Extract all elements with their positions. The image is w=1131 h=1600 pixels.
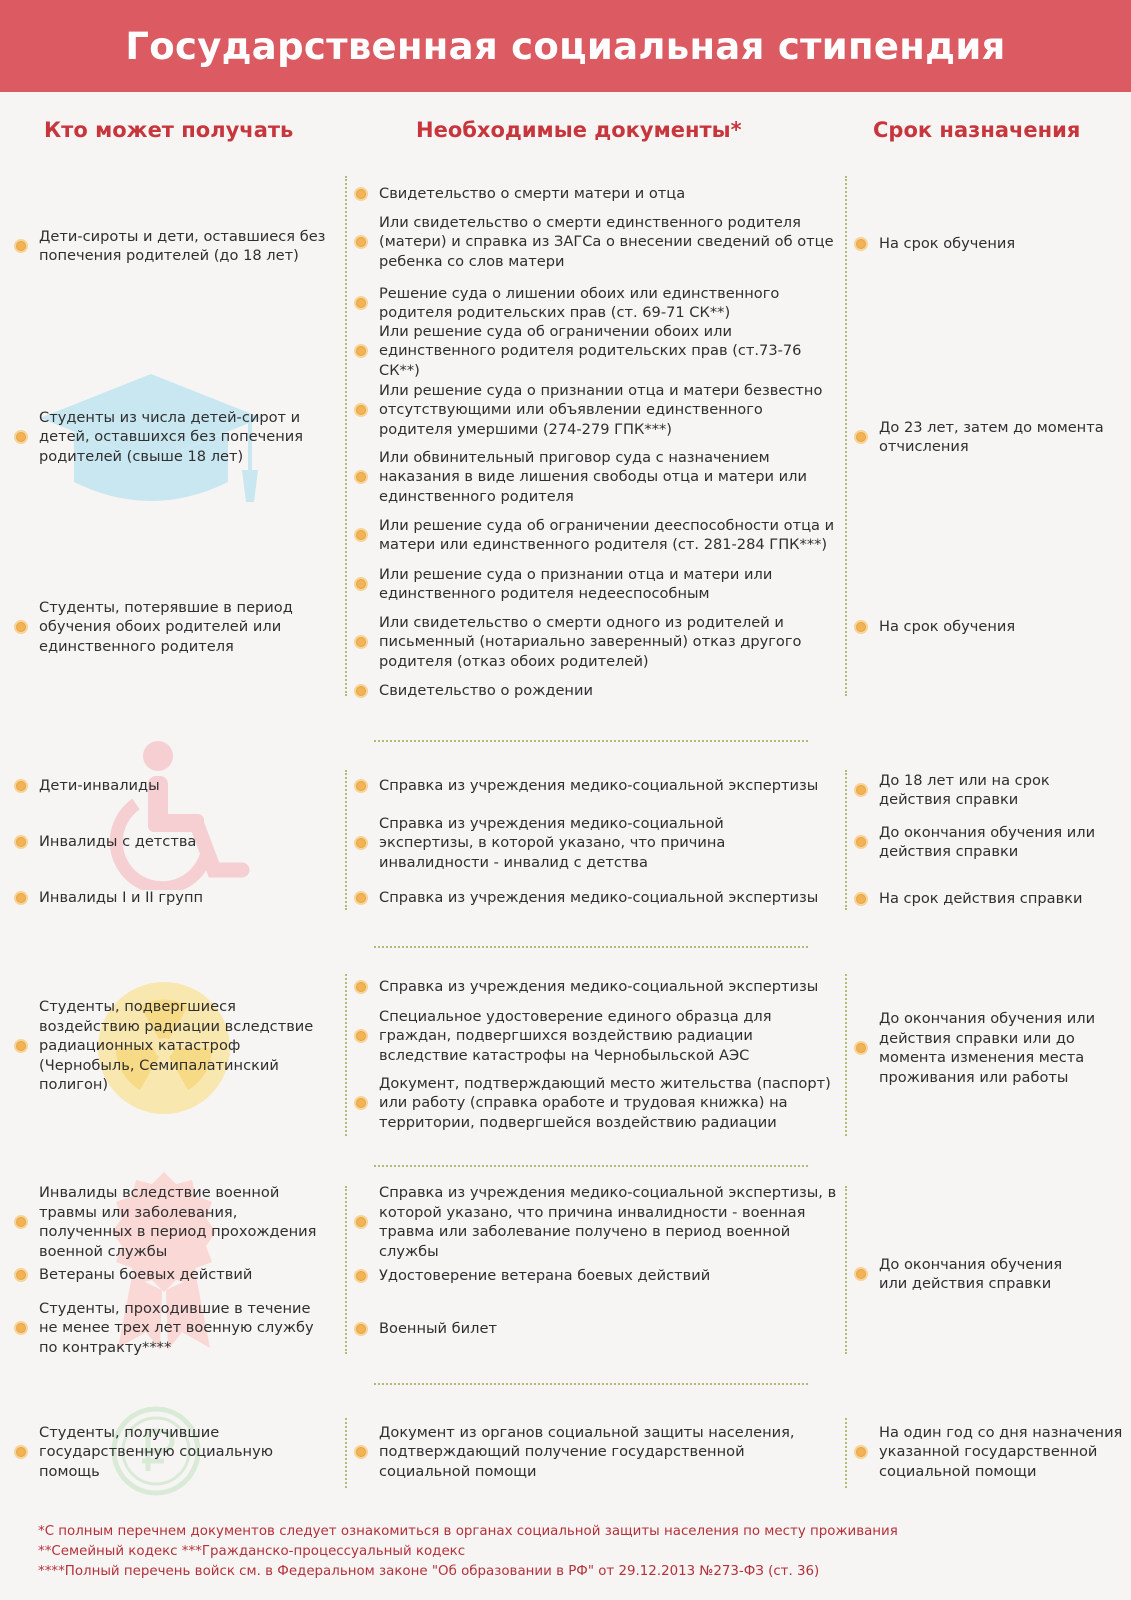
bullet-icon	[14, 1215, 28, 1229]
bullet-icon	[14, 1039, 28, 1053]
list-item	[354, 1184, 840, 1260]
item-text: Дети-сироты и дети, оставшиеся без попечения родителей (до 18 лет)	[39, 227, 326, 264]
column-heading-who: Кто может получать	[44, 118, 294, 142]
bullet-icon	[354, 296, 368, 310]
bullet-icon	[354, 1445, 368, 1459]
footnote: **Семейный кодекс ***Гражданско-процессуальный кодекс	[38, 1544, 466, 1559]
list-item	[354, 1265, 840, 1287]
bullet-icon	[854, 430, 868, 444]
list-item	[354, 1318, 840, 1340]
bullet-icon	[854, 892, 868, 906]
list-item	[854, 1254, 1084, 1294]
bullet-icon	[354, 1029, 368, 1043]
bullet-icon	[854, 835, 868, 849]
item-text: Справка из учреждения медико-социальной экспертизы, в которой указано, что причина инвалидности - военная травма или заболевание получено в период военной службы	[379, 1184, 837, 1260]
item-text: Инвалиды вследствие военной травмы или заболевания, полученных в период прохождения военной службы	[39, 1184, 317, 1260]
bullet-icon	[14, 835, 28, 849]
list-item	[854, 888, 1114, 910]
bullet-icon	[14, 239, 28, 253]
item-text: Или свидетельство о смерти единственного родителя (матери) и справка из ЗАГСа о внесении сведений об отце ребенка со слов матери	[379, 213, 834, 270]
item-text: Военный билет	[379, 1320, 497, 1338]
bullet-icon	[854, 783, 868, 797]
page-title: Государственная социальная стипендия	[125, 24, 1006, 68]
list-item	[14, 407, 314, 467]
list-item	[354, 680, 840, 702]
bullet-icon	[354, 577, 368, 591]
footnote: ****Полный перечень войск см. в Федеральном законе "Об образовании в РФ" от 29.12.2013 №273-ФЗ (ст. 36)	[38, 1564, 820, 1579]
list-item	[14, 831, 314, 853]
bullet-icon	[354, 836, 368, 850]
list-item	[14, 887, 314, 909]
list-item	[354, 1073, 840, 1133]
item-text: Справка из учреждения медико-социальной экспертизы	[379, 889, 819, 907]
bullet-icon	[354, 344, 368, 358]
item-text: Студенты, подвергшиеся воздействию радиации вследствие радиационных катастроф (Чернобыль, Семипалатинский полигон)	[39, 998, 314, 1094]
bullet-icon	[354, 779, 368, 793]
list-item	[354, 283, 840, 323]
bullet-icon	[354, 528, 368, 542]
column-heading-term: Срок назначения	[873, 118, 1081, 142]
list-item	[14, 998, 332, 1094]
item-text: Свидетельство о смерти матери и отца	[379, 185, 686, 203]
separator	[845, 1186, 847, 1354]
item-text: Удостоверение ветерана боевых действий	[379, 1267, 711, 1285]
item-text: Или решение суда об ограничении дееспособности отца и матери или единственного родителя (ст. 281-284 ГПК***)	[379, 516, 835, 553]
list-item	[354, 612, 840, 672]
bullet-icon	[854, 237, 868, 251]
list-item	[354, 1422, 840, 1482]
list-item	[854, 770, 1126, 810]
list-item	[354, 775, 840, 797]
item-text: Дети-инвалиды	[39, 777, 160, 795]
separator	[374, 946, 808, 948]
bullet-icon	[14, 779, 28, 793]
list-item	[354, 564, 840, 604]
list-item	[854, 822, 1114, 862]
bullet-icon	[354, 470, 368, 484]
separator	[374, 1165, 808, 1167]
item-text: Студенты, проходившие в течение не менее трех лет военную службу по контракту****	[39, 1299, 314, 1356]
list-item	[354, 813, 814, 873]
bullet-icon	[354, 187, 368, 201]
wheelchair-icon	[92, 740, 252, 890]
bullet-icon	[354, 684, 368, 698]
list-item	[354, 976, 840, 998]
bullet-icon	[854, 620, 868, 634]
bullet-icon	[354, 1269, 368, 1283]
separator	[845, 176, 847, 696]
list-item	[854, 1422, 1124, 1482]
item-text: Свидетельство о рождении	[379, 682, 593, 700]
list-item	[854, 233, 1124, 255]
item-text: До окончания обучения или действия справки	[879, 823, 1096, 860]
list-item	[14, 225, 332, 267]
bullet-icon	[14, 430, 28, 444]
separator	[845, 974, 847, 1136]
item-text: Или свидетельство о смерти одного из родителей и письменный (нотариально заверенный) отказ другого родителя (отказ обоих родителей)	[379, 613, 802, 670]
separator	[845, 1418, 847, 1488]
separator	[345, 1186, 347, 1354]
separator	[345, 770, 347, 910]
item-text: Справка из учреждения медико-социальной экспертизы	[379, 777, 819, 795]
separator	[374, 1383, 808, 1385]
header-banner	[0, 0, 1131, 92]
column-heading-docs: Необходимые документы*	[416, 118, 742, 142]
bullet-icon	[854, 1041, 868, 1055]
bullet-icon	[354, 1215, 368, 1229]
bullet-icon	[354, 1322, 368, 1336]
item-text: Документ из органов социальной защиты населения, подтверждающий получение государственной социальной помощи	[379, 1423, 795, 1480]
item-text: Специальное удостоверение единого образца для граждан, подвергшихся воздействию радиации вследствие катастрофы на Чернобыльской АЭС	[379, 1007, 772, 1064]
item-text: Ветераны боевых действий	[39, 1266, 253, 1284]
item-text: До окончания обучения или действия справки	[879, 1255, 1063, 1292]
separator	[345, 1418, 347, 1488]
list-item	[854, 616, 1124, 638]
bullet-icon	[354, 1096, 368, 1110]
bullet-icon	[14, 1321, 28, 1335]
item-text: Справка из учреждения медико-социальной экспертизы	[379, 978, 819, 996]
item-text: Инвалиды I и II групп	[39, 889, 204, 907]
item-text: Или решение суда о признании отца и матери безвестно отсутствующими или объявлении единственного родителя умершими (274-279 ГПК***)	[379, 381, 823, 438]
list-item	[354, 380, 840, 440]
bullet-icon	[354, 980, 368, 994]
bullet-icon	[14, 1268, 28, 1282]
list-item	[14, 1264, 334, 1286]
item-text: Инвалиды с детства	[39, 833, 197, 851]
item-text: Или решение суда о признании отца и матери или единственного родителя недееспособным	[379, 565, 773, 602]
list-item	[854, 417, 1124, 457]
separator	[845, 770, 847, 910]
item-text: На срок обучения	[879, 235, 1016, 253]
bullet-icon	[14, 620, 28, 634]
list-item	[14, 597, 314, 657]
item-text: На один год со дня назначения указанной государственной социальной помощи	[879, 1423, 1123, 1480]
item-text: Или решение суда об ограничении обоих или единственного родителя родительских прав (ст.73-76 СК**)	[379, 322, 802, 379]
bullet-icon	[354, 635, 368, 649]
item-text: До 23 лет, затем до момента отчисления	[879, 418, 1104, 455]
separator	[374, 740, 808, 742]
item-text: На срок действия справки	[879, 890, 1083, 908]
list-item	[354, 887, 840, 909]
bullet-icon	[354, 235, 368, 249]
list-item	[354, 183, 840, 205]
bullet-icon	[854, 1445, 868, 1459]
list-item	[354, 322, 840, 379]
bullet-icon	[354, 891, 368, 905]
list-item	[14, 1298, 314, 1358]
separator	[345, 176, 347, 696]
footnote: *С полным перечнем документов следует ознакомиться в органах социальной защиты населения по месту проживания	[38, 1524, 898, 1539]
list-item	[14, 1184, 334, 1260]
bullet-icon	[354, 403, 368, 417]
bullet-icon	[854, 1267, 868, 1281]
list-item	[354, 212, 840, 272]
list-item	[854, 1008, 1114, 1088]
item-text: Документ, подтверждающий место жительства (паспорт) или работу (справка оработе и трудовая книжка) на территории, подвергшейся воздействию радиации	[379, 1074, 831, 1131]
item-text: Студенты из числа детей-сирот и детей, оставшихся без попечения родителей (свыше 18 лет)	[39, 408, 303, 465]
item-text: Студенты, потерявшие в период обучения обоих родителей или единственного родителя	[39, 598, 293, 655]
item-text: Справка из учреждения медико-социальной экспертизы, в которой указано, что причина инвалидности - инвалид с детства	[379, 814, 726, 871]
list-item	[14, 1422, 294, 1482]
list-item	[354, 447, 840, 507]
list-item	[354, 1006, 840, 1066]
item-text: Или обвинительный приговор суда с назначением наказания в виде лишения свободы отца и матери или единственного родителя	[379, 448, 807, 505]
separator	[345, 974, 347, 1136]
item-text: Решение суда о лишении обоих или единственного родителя родительских прав (ст. 69-71 СК**)	[379, 284, 780, 321]
list-item	[354, 515, 840, 555]
item-text: До 18 лет или на срок действия справки	[879, 771, 1050, 808]
bullet-icon	[14, 891, 28, 905]
item-text: До окончания обучения или действия справки или до момента изменения места проживания или работы	[879, 1010, 1096, 1086]
bullet-icon	[14, 1445, 28, 1459]
item-text: Студенты, получившие государственную социальную помощь	[39, 1423, 274, 1480]
list-item	[14, 775, 314, 797]
item-text: На срок обучения	[879, 618, 1016, 636]
